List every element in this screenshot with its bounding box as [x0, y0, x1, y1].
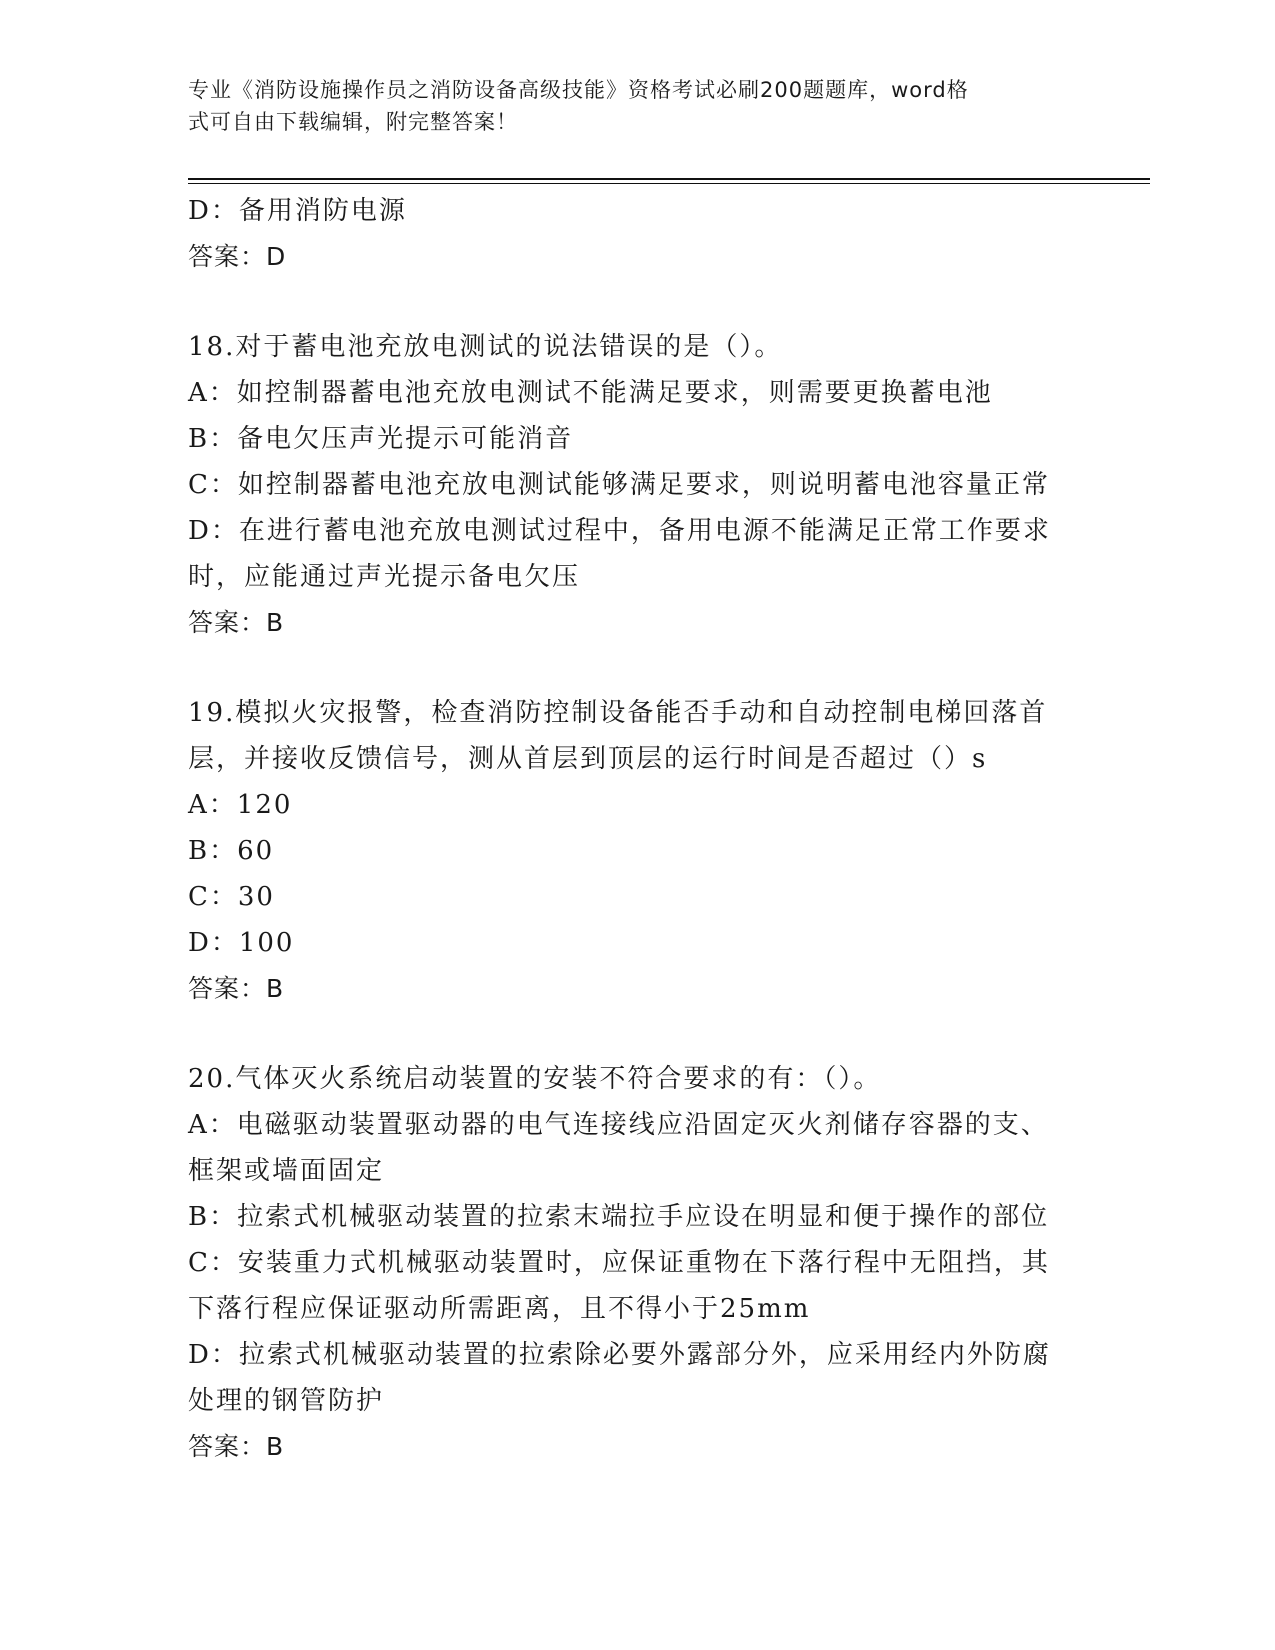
option-b: B：备电欠压声光提示可能消音	[188, 424, 574, 454]
question-text: 18.对于蓄电池充放电测试的说法错误的是（）。	[188, 332, 783, 362]
option-d-line-2: 时，应能通过声光提示备电欠压	[188, 562, 581, 592]
question-text-line-2: 层，并接收反馈信号，测从首层到顶层的运行时间是否超过（）s	[188, 744, 988, 774]
header-rule-thick	[188, 178, 1150, 180]
question-block-19	[188, 690, 1088, 1012]
option-b: B：拉索式机械驱动装置的拉索末端拉手应设在明显和便于操作的部位	[188, 1202, 1050, 1232]
option-a-line-1: A：电磁驱动装置驱动器的电气连接线应沿固定灭火剂储存容器的支、	[188, 1110, 1049, 1140]
option-d-line-2: 处理的钢管防护	[188, 1386, 385, 1416]
question-block-20	[188, 1056, 1088, 1470]
question-text: 20.气体灭火系统启动装置的安装不符合要求的有：（）。	[188, 1064, 882, 1094]
option-b: B：60	[188, 836, 275, 866]
option-d: D：100	[188, 928, 295, 958]
question-block-prev	[188, 188, 1088, 280]
answer: 答案：B	[188, 974, 285, 1003]
answer: 答案：D	[188, 242, 287, 271]
option-c: C：如控制器蓄电池充放电测试能够满足要求，则说明蓄电池容量正常	[188, 470, 1050, 500]
option-d: D：备用消防电源	[188, 196, 407, 226]
header-rule-thin	[188, 183, 1150, 184]
question-list	[188, 188, 1088, 1470]
answer: 答案：B	[188, 608, 285, 637]
option-c: C：30	[188, 882, 275, 912]
option-a: A：如控制器蓄电池充放电测试不能满足要求，则需要更换蓄电池	[188, 378, 993, 408]
question-block-18	[188, 324, 1088, 646]
question-text-line-1: 19.模拟火灾报警，检查消防控制设备能否手动和自动控制电梯回落首	[188, 698, 1048, 728]
answer: 答案：B	[188, 1432, 285, 1461]
option-d-line-1: D：在进行蓄电池充放电测试过程中，备用电源不能满足正常工作要求	[188, 516, 1051, 546]
option-c-line-2: 下落行程应保证驱动所需距离，且不得小于25mm	[188, 1294, 811, 1324]
document-header	[188, 74, 1088, 138]
option-a-line-2: 框架或墙面固定	[188, 1156, 385, 1186]
option-a: A：120	[188, 790, 293, 820]
option-d-line-1: D：拉索式机械驱动装置的拉索除必要外露部分外，应采用经内外防腐	[188, 1340, 1051, 1370]
header-line-1: 专业《消防设施操作员之消防设备高级技能》资格考试必刷200题题库，word格	[188, 78, 969, 102]
option-c-line-1: C：安装重力式机械驱动装置时，应保证重物在下落行程中无阻挡，其	[188, 1248, 1050, 1278]
header-line-2: 式可自由下载编辑，附完整答案！	[188, 110, 518, 134]
